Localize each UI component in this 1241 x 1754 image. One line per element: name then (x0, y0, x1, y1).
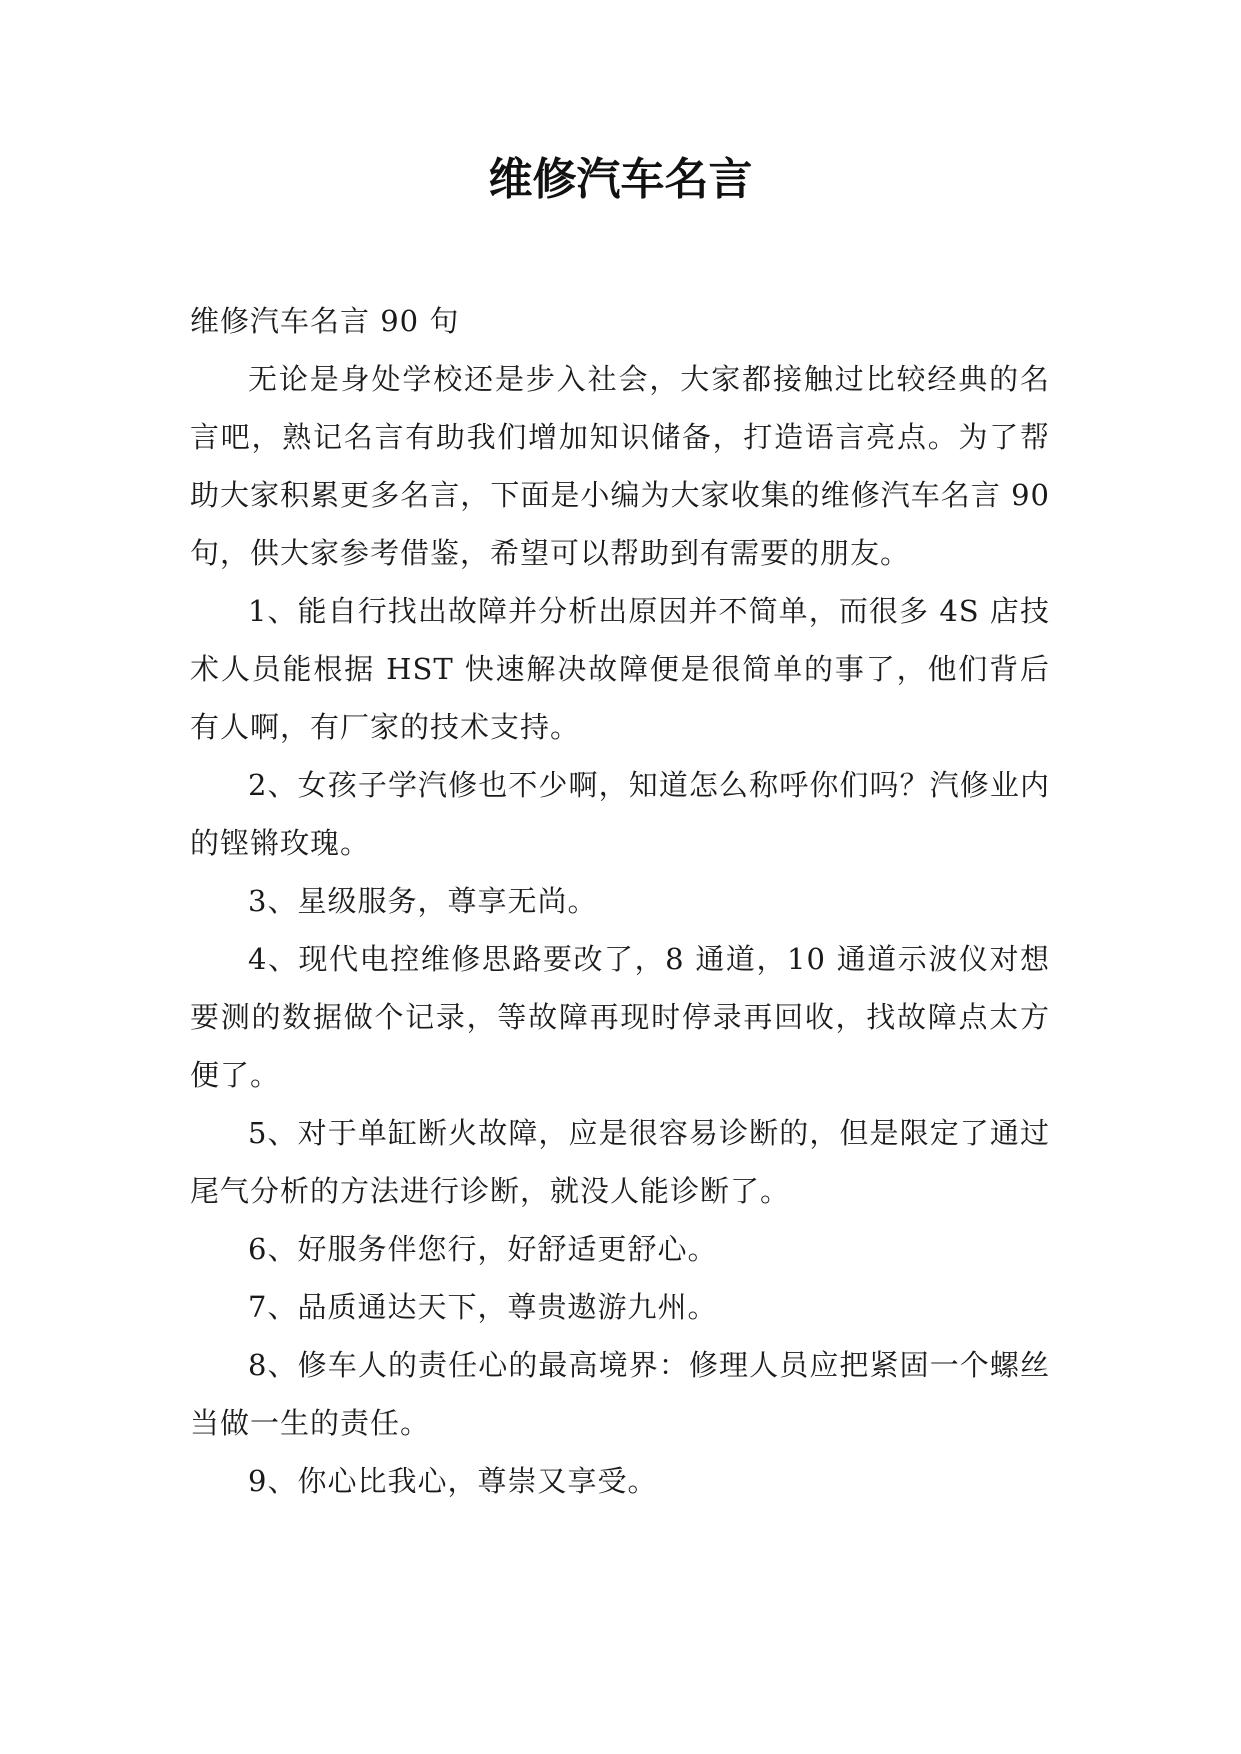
intro-paragraph: 无论是身处学校还是步入社会，大家都接触过比较经典的名言吧，熟记名言有助我们增加知识储备，打造语言亮点。为了帮助大家积累更多名言，下面是小编为大家收集的维修汽车名言 90 句，供大家参考借鉴，希望可以帮助到有需要的朋友。 (190, 362, 1050, 570)
quote-item: 9、你心比我心，尊崇又享受。 (248, 1464, 658, 1498)
quote-item: 6、好服务伴您行，好舒适更舒心。 (248, 1232, 718, 1266)
quote-item: 3、星级服务，尊享无尚。 (248, 884, 598, 918)
quote-item: 5、对于单缸断火故障，应是很容易诊断的，但是限定了通过尾气分析的方法进行诊断，就没人能诊断了。 (190, 1116, 1050, 1208)
quote-item: 7、品质通达天下，尊贵遨游九州。 (248, 1290, 718, 1324)
document-body (190, 292, 1050, 1510)
quote-item: 8、修车人的责任心的最高境界：修理人员应把紧固一个螺丝当做一生的责任。 (190, 1348, 1050, 1440)
quote-item: 1、能自行找出故障并分析出原因并不简单，而很多 4S 店技术人员能根据 HST 快速解决故障便是很简单的事了，他们背后有人啊，有厂家的技术支持。 (190, 594, 1050, 744)
document-subtitle: 维修汽车名言 90 句 (190, 304, 460, 338)
quote-item: 2、女孩子学汽修也不少啊，知道怎么称呼你们吗？汽修业内的铿锵玫瑰。 (190, 768, 1050, 860)
quote-item: 4、现代电控维修思路要改了，8 通道，10 通道示波仪对想要测的数据做个记录，等故障再现时停录再回收，找故障点太方便了。 (190, 942, 1050, 1092)
page-title: 维修汽车名言 (488, 154, 753, 205)
